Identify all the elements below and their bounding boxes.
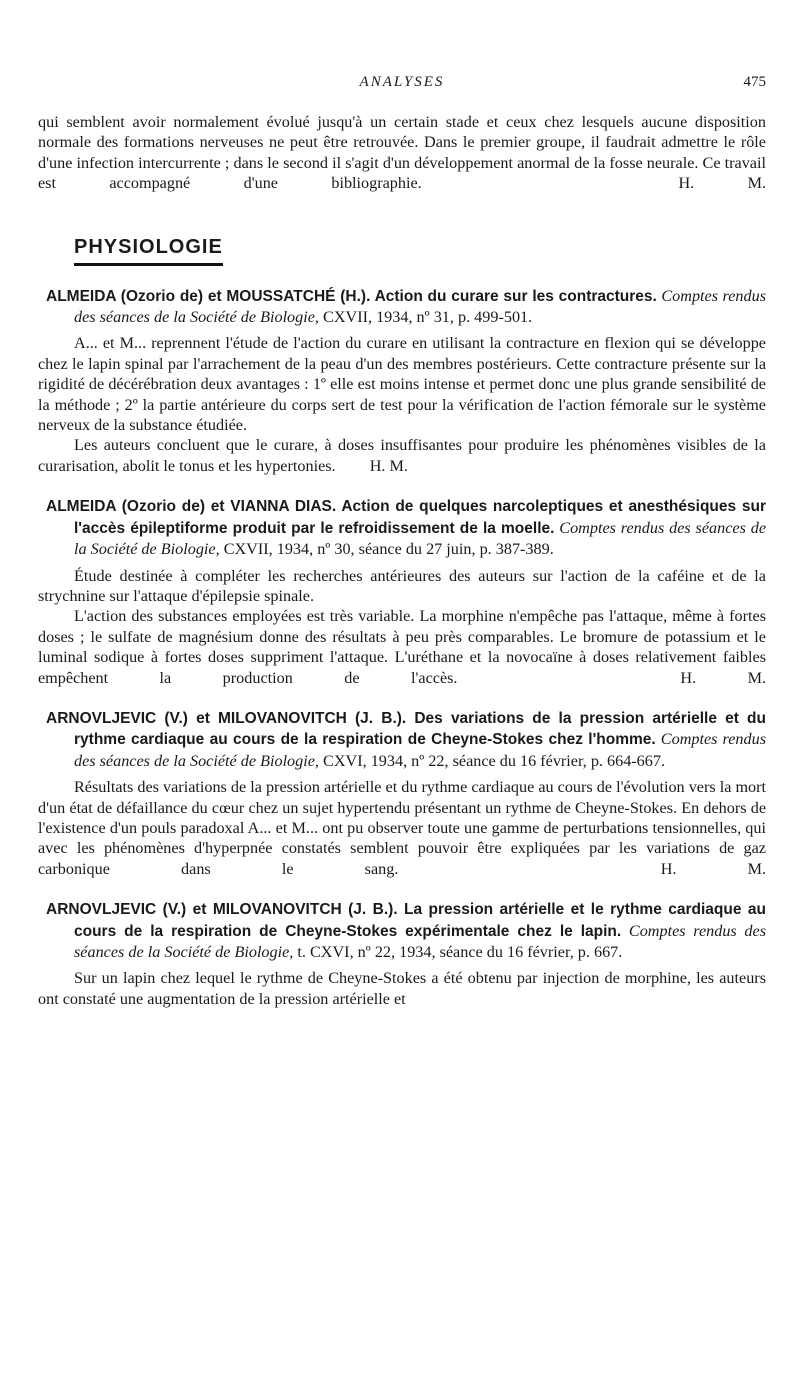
entry-signature: H. M.: [369, 456, 408, 475]
entry-authors-title: ARNOVLJEVIC (V.) et MILOVANOVITCH (J. B.). Des variations de la pression artérielle et du rythme cardiaque au cours de la respiration de Cheyne-Stokes chez l'homme.: [46, 709, 766, 749]
entry-heading: [46, 496, 766, 559]
entry-heading: [46, 286, 766, 328]
entry-paragraph: [38, 606, 766, 688]
entry-journal: Comptes rendus des séances de la Société de Biologie,: [74, 518, 766, 559]
entry-heading: [46, 708, 766, 771]
entry-journal: Comptes rendus des séances de la Société de Biologie,: [74, 286, 767, 327]
entry-ref: CXVII, 1934, nº 31, p. 499-501.: [323, 308, 533, 327]
intro-paragraph: [38, 112, 766, 194]
entry-paragraph: A... et M... reprennent l'étude de l'action du curare en utilisant la contracture en flexion qui se développe chez le lapin spinal par l'arrachement de la peau d'un des membres postérieurs. Cette contracture présente sur la rigidité de décérébration deux avantages : 1º elle est moins intense et permet donc une plus grande sensibilité de la méthode ; 2º la partie antérieure du corps sert de test pour la vérification de l'action fémorale sur le système nerveux de la substance étudiée.: [38, 334, 766, 435]
entry-ref: CXVI, 1934, nº 22, séance du 16 février, p. 664-667.: [323, 751, 666, 770]
entry-paragraph-text: L'action des substances employées est très variable. La morphine n'empêche pas l'attaque, même à fortes doses ; le sulfate de magnésium donne des résultats à peu près comparables. Le bromure de potassium et le luminal sodique à fortes doses suppriment l'attaque. L'uréthane et la novocaïne à doses relativement faibles empêchent la production de l'accès.: [38, 607, 766, 687]
entry-paragraph: [38, 777, 766, 879]
entry-paragraph: [38, 435, 766, 476]
entry-paragraph: Étude destinée à compléter les recherches antérieures des auteurs sur l'action de la caféine et de la strychnine sur l'attaque d'épilepsie spinale.: [38, 566, 766, 605]
entry-paragraph-text: Résultats des variations de la pression artérielle et du rythme cardiaque au cours de l'évolution vers la mort d'un état de défaillance du cœur chez un sujet hypertendu présentant un rythme de Cheyne-Stokes. En dehors de l'existence d'un pouls paradoxal A... et M... ont pu observer toute une gamme de perturbations tensionnelles, qui avec les phénomènes d'hyperpnée constatés semblent pouvoir être expliquées par les variations de gaz carbonique dans le sang.: [38, 778, 767, 878]
abstract-entry: [38, 286, 766, 477]
document-page: [38, 0, 766, 1009]
section-title: PHYSIOLOGIE: [74, 236, 223, 266]
entry-journal: Comptes rendus des séances de la Société de Biologie,: [74, 730, 767, 770]
abstract-entry: [38, 899, 766, 1009]
entry-journal: Comptes rendus des séances de la Société de Biologie,: [74, 921, 767, 961]
running-title: ANALYSES: [359, 74, 445, 90]
running-head: [38, 74, 766, 104]
entry-signature: H. M.: [680, 668, 767, 687]
abstract-entry: [38, 708, 766, 879]
entry-authors-title: ALMEIDA (Ozorio de) et VIANNA DIAS. Action de quelques narcoleptiques et anesthésiques sur l'accès épileptiforme produit par le refroidissement de la moelle.: [46, 498, 766, 537]
entry-paragraph-text: Les auteurs concluent que le curare, à doses insuffisantes pour produire les phénomènes visibles de la curarisation, abolit le tonus et les hypertonies.: [38, 436, 766, 475]
intro-signature: H. M.: [678, 174, 767, 193]
abstract-entry: [38, 496, 766, 688]
entry-signature: H. M.: [660, 859, 767, 878]
entry-heading: [46, 899, 766, 962]
page-number: 475: [743, 74, 766, 90]
entry-authors-title: ALMEIDA (Ozorio de) et MOUSSATCHÉ (H.). Action du curare sur les contractures.: [46, 287, 657, 305]
entry-authors-title: ARNOVLJEVIC (V.) et MILOVANOVITCH (J. B.). La pression artérielle et le rythme cardiaque au cours de la respiration de Cheyne-Stokes expérimentale chez le lapin.: [46, 901, 766, 940]
entry-ref: t. CXVI, nº 22, 1934, séance du 16 février, p. 667.: [297, 943, 623, 961]
entry-ref: CXVII, 1934, nº 30, séance du 27 juin, p. 387-389.: [223, 540, 554, 559]
entry-paragraph: Sur un lapin chez lequel le rythme de Cheyne-Stokes a été obtenu par injection de morphine, les auteurs ont constaté une augmentation de la pression artérielle et: [38, 969, 766, 1008]
intro-text: qui semblent avoir normalement évolué jusqu'à un certain stade et ceux chez lesquels aucune disposition normale des formations nerveuses ne peut être retrouvée. Dans le premier groupe, il faudrait admettre le rôle d'une infection intercurrente ; dans le second il s'agit d'un développement anormal de la fosse neurale. Ce travail est accompagné d'une bibliographie.: [38, 113, 766, 193]
